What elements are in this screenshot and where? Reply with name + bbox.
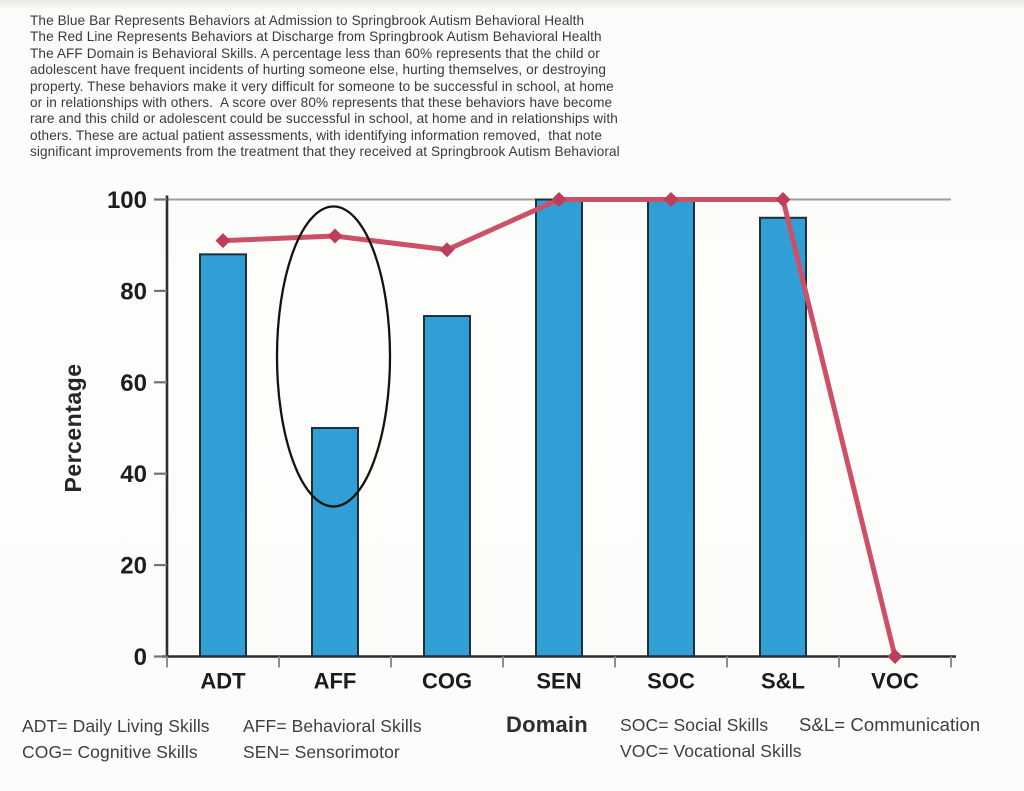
y-axis-title: Percentage [60,363,86,493]
bar-AFF [312,428,358,657]
intro-line: adolescent have frequent incidents of hurting someone else, hurting themselves, or destroying [30,62,607,78]
x-label-AFF: AFF [313,668,357,694]
intro-line: The Blue Bar Represents Behaviors at Admission to Springbrook Autism Behavioral Health [30,13,585,28]
x-label-COG: COG [421,668,473,694]
bar-SEN [536,200,582,657]
bar-S&L [760,218,806,657]
y-tick-label: 100 [106,187,147,214]
x-label-SOC: SOC [647,668,695,694]
glossary-voc: VOC= Vocational Skills [620,741,802,761]
intro-line: The Red Line Represents Behaviors at Discharge from Springbrook Autism Behavioral Health [30,29,602,45]
x-label-VOC: VOC [871,668,919,694]
y-tick-label: 80 [120,278,147,306]
y-tick-label: 0 [133,644,147,671]
y-tick-label: 40 [120,461,147,489]
intro-line: property. These behaviors make it very difficult for someone to be successful in school, at home [30,78,614,94]
intro-line: The AFF Domain is Behavioral Skills. A percentage less than 60% represents that the child or [30,45,600,61]
x-label-ADT: ADT [200,668,246,694]
x-label-SEN: SEN [536,668,582,694]
glossary-aff: AFF= Behavioral Skills [243,716,422,736]
glossary-cog: COG= Cognitive Skills [22,742,198,762]
glossary-adt: ADT= Daily Living Skills [22,716,210,736]
y-tick-label: 60 [120,369,147,397]
glossary-soc: SOC= Social Skills [620,715,769,735]
x-axis-title: Domain [506,712,588,737]
glossary-sl: S&L= Communication [799,714,981,735]
intro-line: others. These are actual patient assessments, with identifying information removed, that note [30,127,603,143]
bar-SOC [648,200,694,657]
marker-S&L [776,192,791,207]
intro-line: rare and this child or adolescent could be successful in school, at home and in relationships with [30,111,618,127]
marker-AFF [328,229,343,244]
marker-VOC [888,649,903,664]
marker-ADT [216,233,231,248]
intro-line: significant improvements from the treatment that they received at Springbrook Autism Behavioral [30,144,620,160]
y-tick-label: 20 [120,552,147,580]
intro-line: or in relationships with others. A score over 80% represents that these behaviors have become [30,95,613,111]
marker-COG [440,242,455,257]
bar-COG [424,316,470,656]
bar-ADT [200,254,246,656]
x-label-S&L: S&L [761,668,805,694]
glossary-sen: SEN= Sensorimotor [243,742,400,762]
